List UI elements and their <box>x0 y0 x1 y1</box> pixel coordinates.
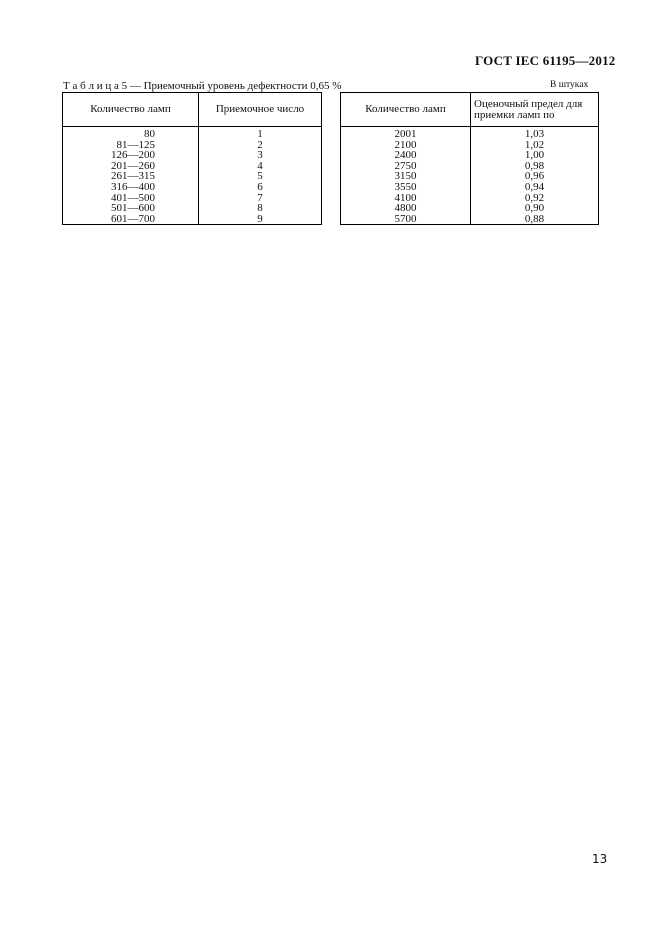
lot-size-cell: 3550 <box>341 182 471 193</box>
acceptance-number-cell: 9 <box>199 214 322 225</box>
table-row <box>341 203 599 214</box>
acceptance-number-cell: 2 <box>199 140 322 151</box>
lot-size-cell: 316—400 <box>63 182 199 193</box>
acceptance-limit-cell: 0,98 <box>471 161 599 172</box>
lot-size-cell: 401—500 <box>63 193 199 204</box>
acceptance-number-cell: 8 <box>199 203 322 214</box>
lot-size-cell: 201—260 <box>63 161 199 172</box>
acceptance-number-cell: 6 <box>199 182 322 193</box>
acceptance-limit-cell: 0,96 <box>471 171 599 182</box>
table-row <box>341 171 599 182</box>
lot-size-cell: 2400 <box>341 150 471 161</box>
lot-size-cell: 501—600 <box>63 203 199 214</box>
document-standard-code: ГОСТ IEC 61195—2012 <box>475 53 616 68</box>
table-row <box>63 161 322 172</box>
acceptance-limit-table <box>340 92 599 225</box>
lot-size-cell: 80 <box>63 127 199 140</box>
column-header-acceptance-number: Приемочное число <box>199 93 322 127</box>
acceptance-number-cell: 3 <box>199 150 322 161</box>
acceptance-number-cell: 4 <box>199 161 322 172</box>
acceptance-limit-cell: 0,94 <box>471 182 599 193</box>
acceptance-number-cell: 7 <box>199 193 322 204</box>
acceptance-limit-cell: 0,90 <box>471 203 599 214</box>
lot-size-cell: 601—700 <box>63 214 199 225</box>
table-row <box>63 140 322 151</box>
lot-size-cell: 81—125 <box>63 140 199 151</box>
table-row <box>341 127 599 140</box>
table-row <box>341 182 599 193</box>
acceptance-limit-cell: 1,02 <box>471 140 599 151</box>
table-row <box>63 182 322 193</box>
lot-size-cell: 126—200 <box>63 150 199 161</box>
lot-size-cell: 4800 <box>341 203 471 214</box>
units-note: В штуках <box>550 80 589 90</box>
table-row <box>63 214 322 225</box>
table-row <box>63 203 322 214</box>
lot-size-cell: 4100 <box>341 193 471 204</box>
table-row <box>63 193 322 204</box>
lot-size-cell: 2100 <box>341 140 471 151</box>
acceptance-number-table <box>62 92 322 225</box>
lot-size-cell: 2750 <box>341 161 471 172</box>
table-row <box>341 193 599 204</box>
lot-size-cell: 5700 <box>341 214 471 225</box>
table-header-row <box>341 93 599 127</box>
table-caption: Т а б л и ц а 5 — Приемочный уровень дефектности 0,65 % <box>63 80 342 92</box>
acceptance-limit-cell: 1,03 <box>471 127 599 140</box>
table-row <box>63 171 322 182</box>
column-header-acceptance-limit: Оценочный предел для приемки ламп по <box>471 93 599 127</box>
table-row <box>341 161 599 172</box>
lot-size-cell: 2001 <box>341 127 471 140</box>
table-row <box>341 140 599 151</box>
table-header-row <box>63 93 322 127</box>
acceptance-limit-cell: 0,88 <box>471 214 599 225</box>
page-number: 13 <box>592 852 608 866</box>
table-row <box>63 127 322 140</box>
acceptance-number-cell: 5 <box>199 171 322 182</box>
table-row <box>63 150 322 161</box>
table-row <box>341 214 599 225</box>
table-row <box>341 150 599 161</box>
acceptance-limit-cell: 0,92 <box>471 193 599 204</box>
column-header-lot-size: Количество ламп <box>63 93 199 127</box>
lot-size-cell: 3150 <box>341 171 471 182</box>
acceptance-number-cell: 1 <box>199 127 322 140</box>
acceptance-limit-cell: 1,00 <box>471 150 599 161</box>
lot-size-cell: 261—315 <box>63 171 199 182</box>
column-header-lot-size: Количество ламп <box>341 93 471 127</box>
